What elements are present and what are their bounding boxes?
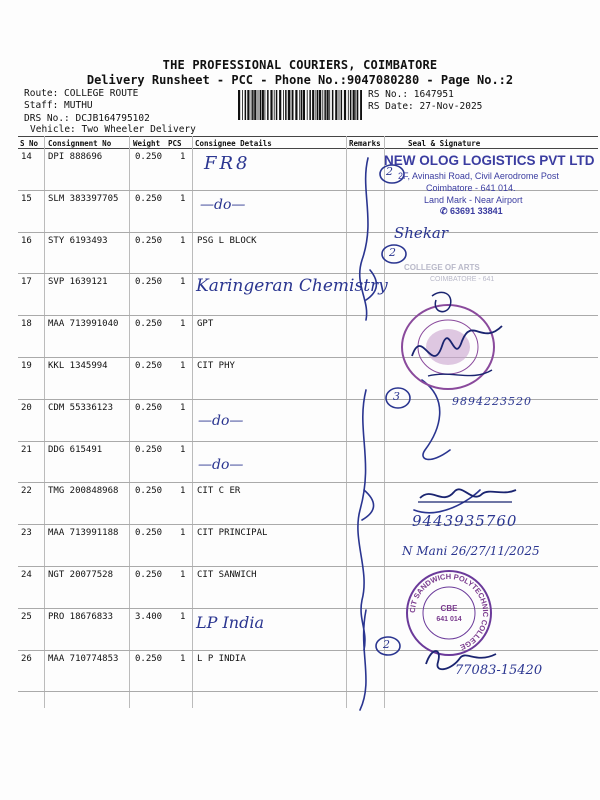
row-pcs: 1 — [180, 361, 186, 371]
barcode-bar — [307, 90, 308, 120]
phone-number-1: 9894223520 — [452, 395, 532, 408]
row-pcs: 1 — [180, 653, 186, 664]
company-title: THE PROFESSIONAL COURIERS, COIMBATORE — [162, 58, 438, 72]
col-consignment: Consignment No — [48, 139, 112, 148]
barcode-bar — [329, 90, 330, 120]
barcode-bar — [309, 90, 311, 120]
barcode-bar — [242, 90, 243, 120]
barcode — [238, 90, 362, 120]
row-weight: 0.250 — [135, 319, 163, 330]
row-sno: 14 — [21, 152, 32, 162]
row-consignee: GPT — [197, 319, 214, 330]
rs-number: RS No.: 1647951 — [368, 89, 454, 100]
faded-stamp: COLLEGE OF ARTS — [404, 263, 480, 272]
col-weight: Weight — [133, 139, 161, 148]
row-consignee: PSG L BLOCK — [197, 235, 257, 246]
row-consignment: NGT 20077528 — [48, 570, 114, 580]
row-consignment: SVP 1639121 — [48, 277, 108, 288]
barcode-bar — [341, 90, 343, 120]
rs-date: RS Date: 27-Nov-2025 — [368, 101, 483, 112]
drs-number: DRS No.: DCJB164795102 — [24, 113, 150, 124]
row-pcs: 1 — [180, 486, 186, 497]
row-sno: 18 — [21, 319, 32, 330]
row-consignment: MAA 713991040 — [48, 319, 119, 330]
row-weight: 0.250 — [135, 570, 163, 580]
barcode-bar — [322, 90, 323, 120]
barcode-bar — [270, 90, 272, 120]
row-consignment: PRO 18676833 — [48, 611, 114, 622]
barcode-bar — [335, 90, 337, 120]
col-seal: Seal & Signature — [408, 139, 481, 148]
row-consignee: CIT PRINCIPAL — [197, 528, 268, 539]
col-divider — [129, 136, 130, 708]
faded-stamp-city: COIMBATORE - 641 — [430, 276, 495, 283]
row-consignment: TMG 200848968 — [48, 486, 119, 497]
row-consignment: KKL 1345994 — [48, 361, 108, 371]
seal-center-1: CBE — [440, 604, 458, 613]
row-weight: 3.400 — [135, 611, 163, 622]
barcode-bar — [262, 90, 264, 120]
row-pcs: 1 — [180, 570, 186, 580]
barcode-bar — [252, 90, 254, 120]
col-remarks: Remarks — [349, 139, 381, 148]
row-consignment: MAA 713991188 — [48, 528, 119, 539]
barcode-bar — [355, 90, 356, 120]
circle-number-2: 2 — [389, 246, 396, 259]
barcode-bar — [247, 90, 249, 120]
col-consignee: Consignee Details — [195, 139, 272, 148]
row-pcs: 1 — [180, 402, 186, 413]
col-pcs: PCS — [168, 139, 182, 148]
table-header-border — [18, 148, 598, 149]
col-divider — [44, 136, 45, 708]
circle-number-1: 2 — [386, 165, 393, 178]
barcode-bar — [316, 90, 317, 120]
row-consignee: CIT PHY — [197, 361, 235, 371]
barcode-bar — [251, 90, 252, 120]
row-sno: 23 — [21, 528, 32, 539]
row-weight: 0.250 — [135, 444, 163, 455]
row-consignee: CIT C ER — [197, 486, 241, 497]
row-weight: 0.250 — [135, 653, 163, 664]
row-pcs: 1 — [180, 528, 186, 539]
stamp-city: Coimbatore - 641 014. — [426, 183, 516, 193]
row-pcs: 1 — [180, 611, 186, 622]
row-consignment: DDG 615491 — [48, 444, 103, 455]
hand-consignee-14: FR8 — [204, 153, 251, 174]
barcode-bar — [245, 90, 247, 120]
vehicle-label: Vehicle: Two Wheeler Delivery — [30, 124, 196, 135]
staff-label: Staff: MUTHU — [24, 100, 93, 111]
row-pcs: 1 — [180, 277, 186, 288]
row-weight: 0.250 — [135, 235, 163, 246]
row-consignment: STY 6193493 — [48, 235, 108, 246]
barcode-bar — [327, 90, 329, 120]
row-pcs: 1 — [180, 152, 186, 162]
hand-consignee-17: Karingeran Chemistry — [196, 276, 388, 296]
seal-ring-text: CIT SANDWICH POLYTECHNIC COLLEGE — [407, 571, 491, 652]
barcode-bar — [301, 90, 303, 120]
hand-consignee-25: LP India — [196, 613, 264, 632]
barcode-bar — [324, 90, 326, 120]
stamp-address: 2F, Avinashi Road, Civil Aerodrome Post — [398, 171, 559, 181]
signature-shekar: Shekar — [394, 224, 449, 242]
barcode-bar — [299, 90, 300, 120]
hand-consignee-20: —do— — [198, 413, 244, 429]
barcode-bar — [292, 90, 294, 120]
circle-number-3: 3 — [393, 390, 400, 403]
barcode-bar — [360, 90, 362, 120]
signature-scribble — [392, 286, 522, 396]
stamp-phone: ✆ 63691 33841 — [440, 206, 503, 216]
barcode-bar — [258, 90, 259, 120]
route-label: Route: COLLEGE ROUTE — [24, 88, 139, 99]
barcode-bar — [348, 90, 349, 120]
row-sno: 17 — [21, 277, 32, 288]
stamp-company: NEW OLOG LOGISTICS PVT LTD — [384, 153, 595, 168]
barcode-bar — [339, 90, 340, 120]
row-consignment: CDM 55336123 — [48, 402, 114, 413]
hand-consignee-21: —do— — [198, 457, 244, 473]
barcode-bar — [317, 90, 319, 120]
row-weight: 0.250 — [135, 193, 163, 204]
row-weight: 0.250 — [135, 277, 163, 288]
row-weight: 0.250 — [135, 152, 163, 162]
row-weight: 0.250 — [135, 361, 163, 371]
barcode-bar — [260, 90, 262, 120]
row-sno: 24 — [21, 570, 32, 580]
barcode-bar — [279, 90, 281, 120]
phone-number-3: 77083-15420 — [455, 663, 543, 678]
row-sno: 22 — [21, 486, 32, 497]
row-pcs: 1 — [180, 319, 186, 330]
runsheet-subtitle: Delivery Runsheet - PCC - Phone No.:9047080280 - Page No.:2 — [86, 73, 514, 87]
barcode-bar — [350, 90, 352, 120]
circle-number-4: 2 — [383, 638, 390, 651]
phone-number-2: 9443935760 — [412, 512, 518, 530]
row-sno: 15 — [21, 193, 32, 204]
row-consignment: SLM 383397705 — [48, 193, 119, 204]
row-sno: 25 — [21, 611, 32, 622]
row-sno: 20 — [21, 402, 32, 413]
row-sno: 21 — [21, 444, 32, 455]
row-pcs: 1 — [180, 235, 186, 246]
row-sno: 19 — [21, 361, 32, 371]
row-consignee: CIT SANWICH — [197, 570, 257, 580]
barcode-bar — [344, 90, 346, 120]
barcode-bar — [254, 90, 256, 120]
table-top-border — [18, 136, 598, 137]
barcode-bar — [285, 90, 287, 120]
barcode-bar — [332, 90, 334, 120]
row-consignee: L P INDIA — [197, 653, 246, 664]
barcode-bar — [319, 90, 321, 120]
row-weight: 0.250 — [135, 402, 163, 413]
row-consignment: DPI 888696 — [48, 152, 103, 162]
row-weight: 0.250 — [135, 486, 163, 497]
stamp-landmark: Land Mark - Near Airport — [424, 195, 523, 205]
barcode-bar — [276, 90, 278, 120]
barcode-bar — [267, 90, 269, 120]
receiver-name-date: N Mani 26/27/11/2025 — [402, 544, 540, 558]
row-weight: 0.250 — [135, 528, 163, 539]
barcode-bar — [238, 90, 240, 120]
barcode-bar — [353, 90, 355, 120]
barcode-bar — [295, 90, 297, 120]
hand-consignee-15: —do— — [200, 197, 246, 213]
barcode-bar — [357, 90, 359, 120]
col-sno: S No — [20, 139, 39, 148]
row-pcs: 1 — [180, 444, 186, 455]
barcode-bar — [312, 90, 314, 120]
barcode-bar — [265, 90, 266, 120]
row-pcs: 1 — [180, 193, 186, 204]
barcode-bar — [288, 90, 290, 120]
seal-center-2: 641 014 — [436, 616, 462, 623]
row-sno: 16 — [21, 235, 32, 246]
barcode-bar — [283, 90, 284, 120]
barcode-bar — [291, 90, 292, 120]
barcode-bar — [303, 90, 305, 120]
row-consignment: MAA 710774853 — [48, 653, 119, 664]
col-divider — [192, 136, 193, 708]
barcode-bar — [274, 90, 275, 120]
row-sno: 26 — [21, 653, 32, 664]
